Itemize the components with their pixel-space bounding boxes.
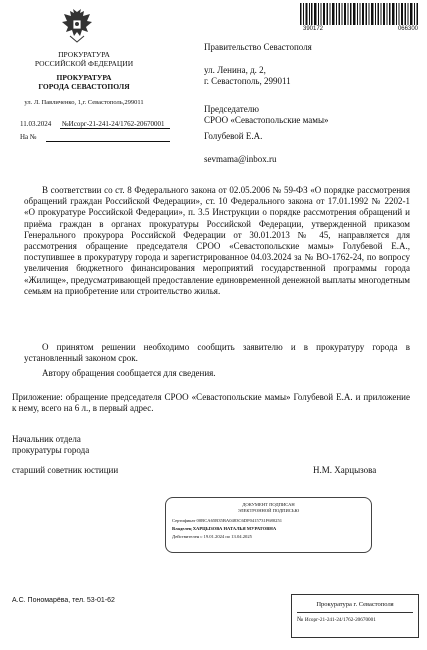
recipient-street: ул. Ленина, д. 2, [204, 65, 266, 75]
barcode-numbers [303, 26, 418, 32]
recipient-govt: Правительство Севастополя [204, 42, 312, 52]
e-signature-stamp [165, 497, 372, 553]
recipient-email[interactable]: sevmama@inbox.ru [204, 154, 277, 164]
e-stamp-owner: Владелец ХАРЦЫЗОВА НАТАЛЬЯ МУРАТОВНА [172, 526, 277, 531]
e-stamp-cert: Сертификат 00BCA65B35BA0483C6DF0415731F680251 [172, 518, 283, 523]
barcode [300, 3, 418, 25]
sender-org-line3: ПРОКУРАТУРА [56, 73, 112, 82]
barcode-left-number: 390172 [303, 26, 324, 32]
reg-stamp-number-row [297, 615, 413, 625]
coat-of-arms-icon [60, 8, 94, 44]
registration-stamp [291, 594, 419, 638]
recipient-org: СРОО «Севастопольские мамы» [204, 115, 329, 125]
e-stamp-title-2: ЭЛЕКТРОННОЙ ПОДПИСЬЮ [237, 508, 300, 513]
reg-stamp-num-prefix: № [297, 616, 304, 623]
signer-name: Н.М. Харцызова [313, 465, 377, 475]
signer-position-1: Начальник отдела [12, 434, 81, 444]
signer-rank: старший советник юстиции [12, 465, 119, 475]
executor-contact: А.С. Пономарёва, тел. 53-01-62 [12, 597, 115, 604]
e-stamp-valid: Действителен с 19.01.2024 по 13.04.2025 [172, 534, 252, 539]
e-stamp-title-1: ДОКУМЕНТ ПОДПИСАН [242, 502, 295, 507]
attachment-paragraph: Приложение: обращение председателя СРОО «Севастопольские мамы» Голубевой Е.А. и приложение к нему, всего на 6 л., в первый адрес. [12, 392, 410, 414]
body-paragraph-1: В соответствии со ст. 8 Федерального закона от 02.05.2006 № 59-ФЗ «О порядке рассмотрения обращений граждан Российской Федерации», ст. 10 Федерального закона от 17.01.1992 № 2202-1 «О прокуратуре Российской Федерации», п. 3.5 Инструкции о порядке рассмотрения обращений и приёма граждан в органах прокуратуры Российской Федерации, утвержденной приказом Генерального прокурора Российской Федерации от 30.01.2013 № 45, направляется для рассмотрения обращение председателя СРОО «Севастопольские мамы» Голубевой Е.А., поступившее в прокуратуру города и зарегистрированное 04.03.2024 за № ВО-1762-24, по вопросу увеличения бюджетного финансирования мероприятий государственной программы города «Жилище», предусматривающей предоставление единовременной денежной выплаты многодетным семьям на приобретение или строительство жилья. [24, 185, 410, 296]
reply-to-label: На № [20, 133, 37, 141]
recipient-city: г. Севастополь, 299011 [204, 76, 291, 86]
outgoing-date: 11.03.2024 [20, 120, 52, 128]
reg-stamp-org: Прокуратура г. Севастополя [316, 601, 394, 608]
sender-address: ул. Л. Павличенко, 1,г. Севастополь,299011 [24, 99, 144, 106]
body-paragraph-2: О принятом решении необходимо сообщить заявителю и в прокуратуру города в установленный законом срок. [24, 342, 410, 364]
outgoing-underline [60, 128, 170, 129]
sender-org-line4: ГОРОДА СЕВАСТОПОЛЯ [38, 82, 130, 91]
recipient-title: Председателю [204, 104, 259, 114]
sender-org-line2: РОССИЙСКОЙ ФЕДЕРАЦИИ [34, 59, 134, 68]
reply-to-underline [46, 141, 170, 142]
barcode-right-number: 066300 [397, 26, 418, 32]
sender-org-line1: ПРОКУРАТУРА [58, 50, 110, 59]
recipient-name: Голубевой Е.А. [204, 131, 263, 141]
outgoing-number: №Исорг-21-241-24/1762-20670001 [62, 120, 165, 128]
signer-position-2: прокуратуры города [12, 445, 90, 455]
reg-stamp-number: Исорг-21-241-24/1762-20670001 [304, 617, 376, 623]
body-paragraph-3: Автору обращения сообщается для сведения. [42, 368, 216, 378]
